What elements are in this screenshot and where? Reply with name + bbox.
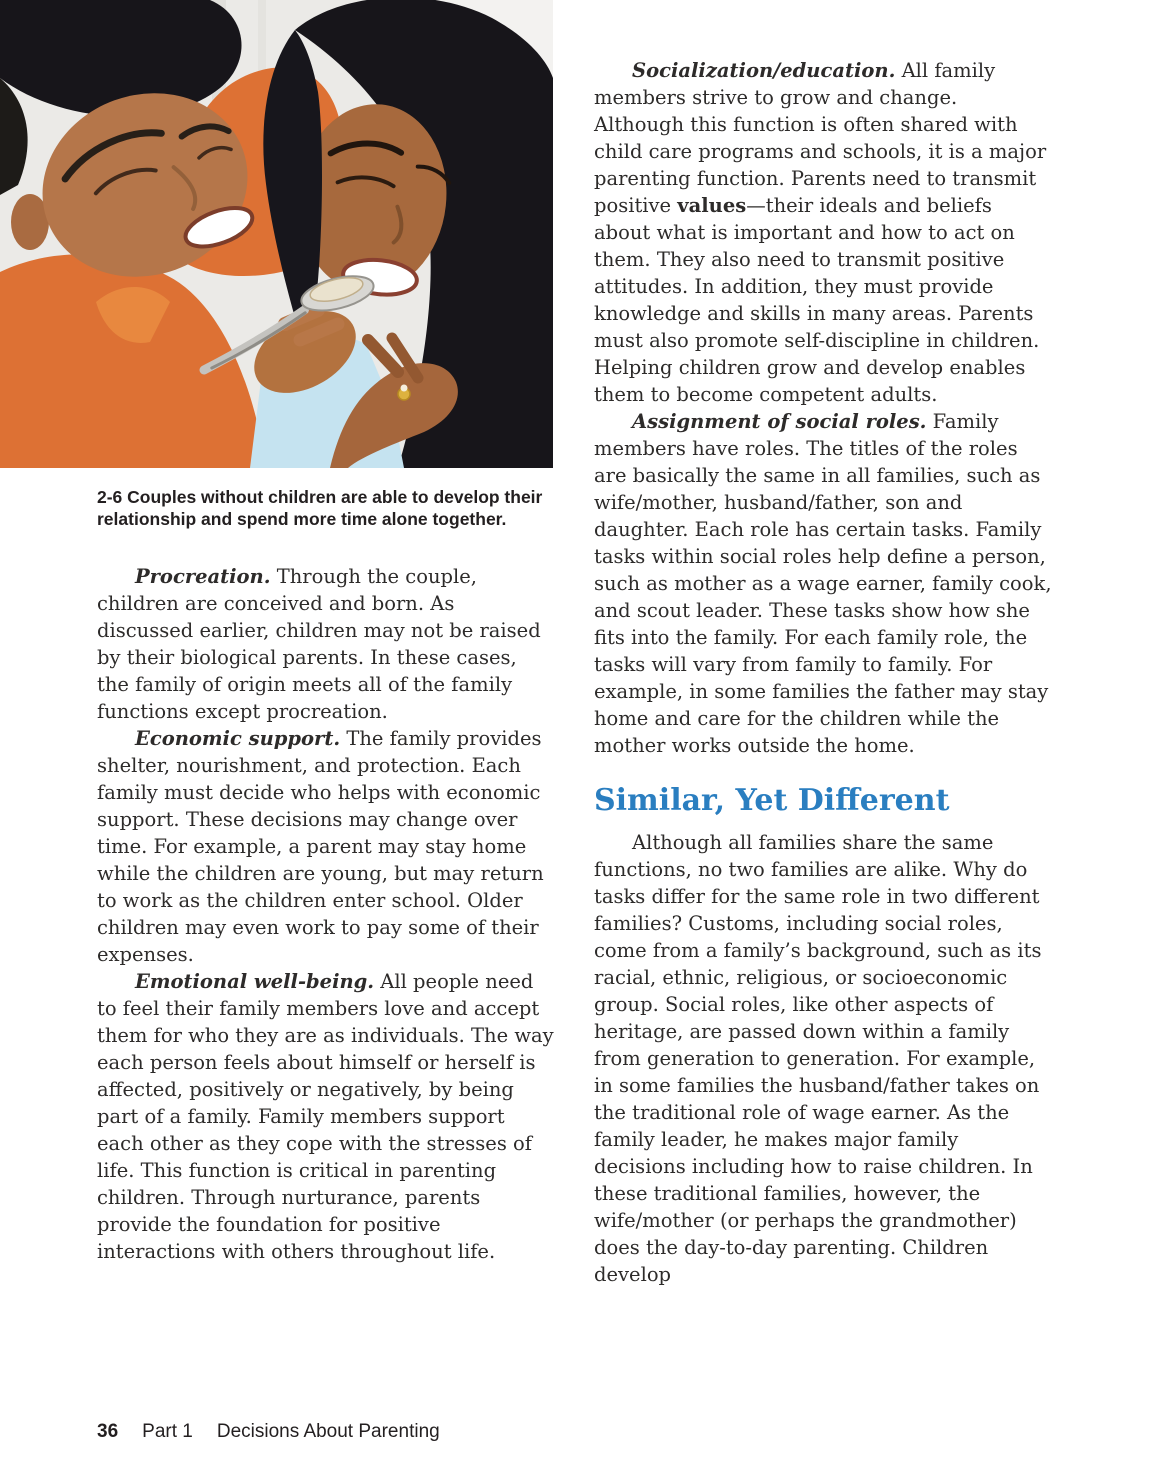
page-number: 36 <box>97 1421 119 1442</box>
text-segment: All family members strive to grow and change. Although this function is often shared with child care programs and schools, it is a major parenting function. Parents need to transmit positive <box>594 59 1047 217</box>
text-segment: All people need to feel their family members love and accept them for who they are as individuals. The way each person feels about himself or herself is affected, positively or negatively, by being part of a family. Family members support each other as they cope with the stresses of life. This function is critical in parenting children. Through nurturance, parents provide the foundation for positive interactions with others throughout life. <box>97 970 554 1263</box>
paragraph <box>594 829 1052 1288</box>
section-heading: Similar, Yet Different <box>594 783 950 818</box>
text-segment: The family provides shelter, nourishment, and protection. Each family must decide who helps with economic support. These decisions may change over time. For example, a parent may stay home while the children are young, but may return to work as the children enter school. Older children may even work to pay some of their expenses. <box>97 727 544 966</box>
paragraph-lead: Socialization/education. <box>632 59 896 82</box>
couple-photo <box>0 0 553 468</box>
paragraph <box>594 408 1052 759</box>
right-column-top <box>594 57 1052 759</box>
text-segment: —their ideals and beliefs about what is important and how to act on them. They also need to transmit positive attitudes. In addition, they must provide knowledge and skills in many areas. Parents must also promote self-discipline in children. Helping children grow and develop enables them to become competent adults. <box>594 194 1040 406</box>
figure-photo <box>0 0 553 468</box>
text-segment: Family members have roles. The titles of the roles are basically the same in all families, such as wife/mother, husband/father, son and daughter. Each role has certain tasks. Family tasks within social roles help define a person, such as mother as a wage earner, family cook, and scout leader. These tasks show how she fits into the family. For each family role, the tasks will vary from family to family. For example, in some families the father may stay home and care for the children while the mother works outside the home. <box>594 410 1052 757</box>
text-segment: values <box>677 194 747 217</box>
paragraph-lead: Emotional well-being. <box>135 970 375 993</box>
text-segment: Through the couple, children are conceived and born. As discussed earlier, children may not be raised by their biological parents. In these cases, the family of origin meets all of the family functions except procreation. <box>97 565 541 723</box>
paragraph <box>594 57 1052 408</box>
figure-caption: 2-6 Couples without children are able to develop their relationship and spend more time alone together. <box>97 487 543 529</box>
right-column-bottom <box>594 829 1052 1288</box>
right-column <box>594 57 1052 1288</box>
paragraph <box>97 968 554 1265</box>
paragraph-lead: Assignment of social roles. <box>632 410 927 433</box>
page-footer <box>97 1421 440 1443</box>
paragraph-lead: Procreation. <box>135 565 271 588</box>
part-label: Part 1 <box>142 1421 193 1442</box>
chapter-title: Decisions About Parenting <box>216 1421 440 1442</box>
paragraph <box>97 563 554 725</box>
text-segment: Although all families share the same functions, no two families are alike. Why do tasks differ for the same role in two different families? Customs, including social roles, come from a family’s background, such as its racial, ethnic, religious, or socioeconomic group. Social roles, like other aspects of heritage, are passed down within a family from generation to generation. For example, in some families the husband/father takes on the traditional role of wage earner. As the family leader, he makes major family decisions including how to raise children. In these traditional families, however, the wife/mother (or perhaps the grandmother) does the day-to-day parenting. Children develop <box>594 831 1042 1286</box>
paragraph-lead: Economic support. <box>135 727 341 750</box>
left-column <box>97 563 554 1265</box>
ring-diamond <box>401 385 408 392</box>
paragraph <box>97 725 554 968</box>
